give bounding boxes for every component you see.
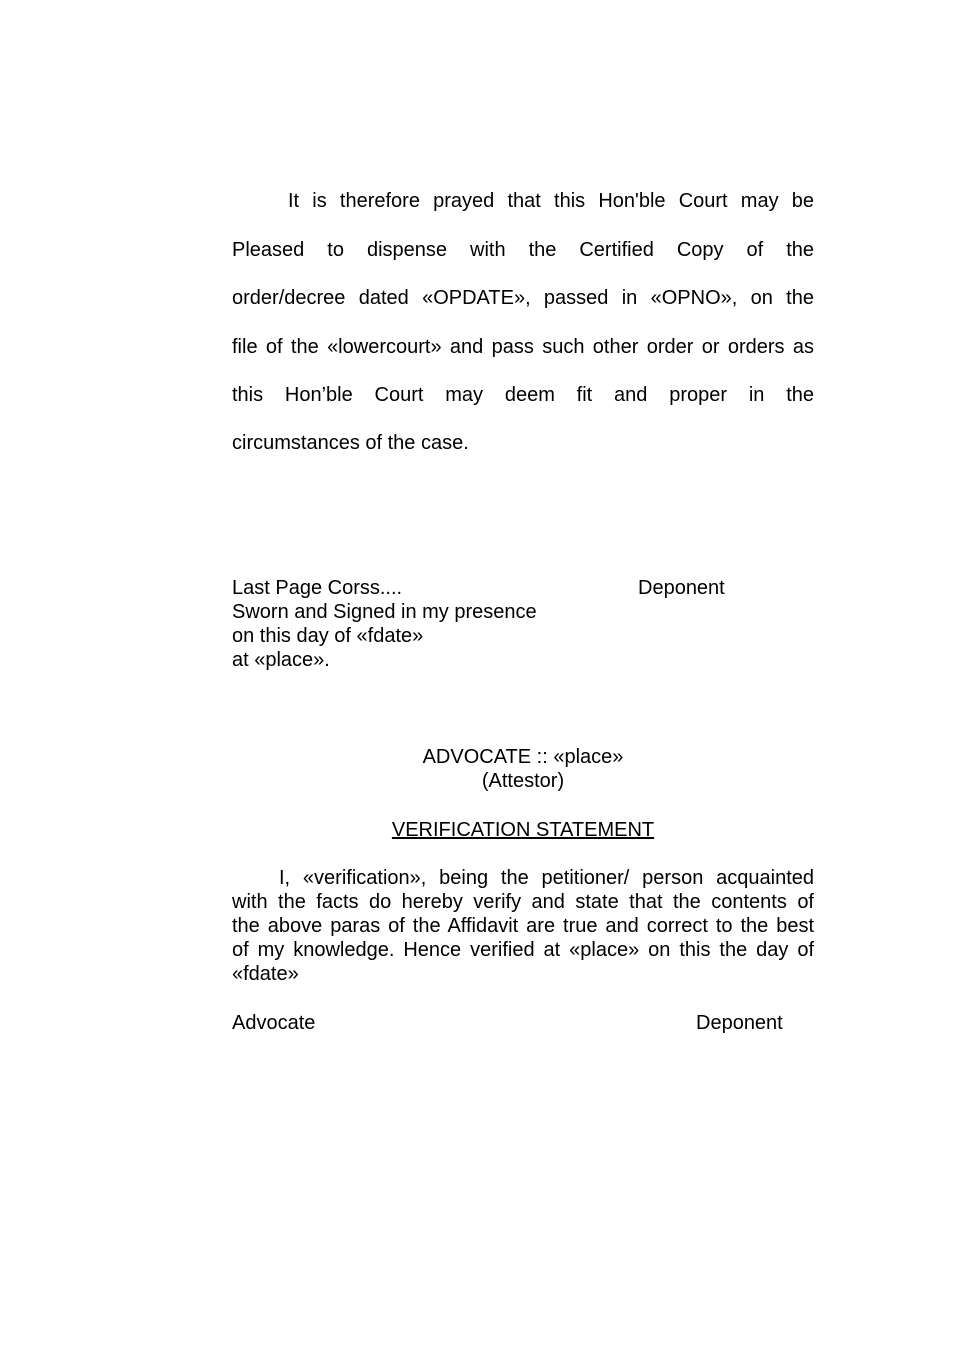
verification-heading-text: VERIFICATION STATEMENT <box>391 819 655 841</box>
prayer-line-6: circumstances of the case. <box>232 432 469 454</box>
verification-line-1: I, «verification», being the petitioner/ person acquainted <box>279 867 814 889</box>
sworn-line: Sworn and Signed in my presence <box>232 601 537 623</box>
advocate-attestor-line: ADVOCATE :: «place» <box>422 746 624 768</box>
deponent-label: Deponent <box>638 577 725 599</box>
verification-heading <box>232 818 814 842</box>
footer-deponent-label: Deponent <box>696 1012 783 1034</box>
prayer-line-1: It is therefore prayed that this Hon'ble Court may be <box>288 190 814 212</box>
prayer-line-4: file of the «lowercourt» and pass such other order or orders as <box>232 336 814 358</box>
footer-advocate-label: Advocate <box>232 1012 316 1034</box>
prayer-line-3: order/decree dated «OPDATE», passed in «OPNO», on the <box>232 287 814 309</box>
verification-line-3: the above paras of the Affidavit are true and correct to the best <box>232 915 814 937</box>
verification-line-5: «fdate» <box>232 963 299 985</box>
attestor-role: (Attestor) <box>481 770 565 792</box>
prayer-line-5: this Hon’ble Court may deem fit and proper in the <box>232 384 814 406</box>
prayer-line-2: Pleased to dispense with the Certified Copy of the <box>232 239 814 261</box>
last-page-note: Last Page Corss.... <box>232 577 403 599</box>
sworn-place-line: at «place». <box>232 649 330 671</box>
verification-line-2: with the facts do hereby verify and state that the contents of <box>232 891 814 913</box>
sworn-date-line: on this day of «fdate» <box>232 625 424 647</box>
verification-line-4: of my knowledge. Hence verified at «place» on this the day of <box>232 939 814 961</box>
